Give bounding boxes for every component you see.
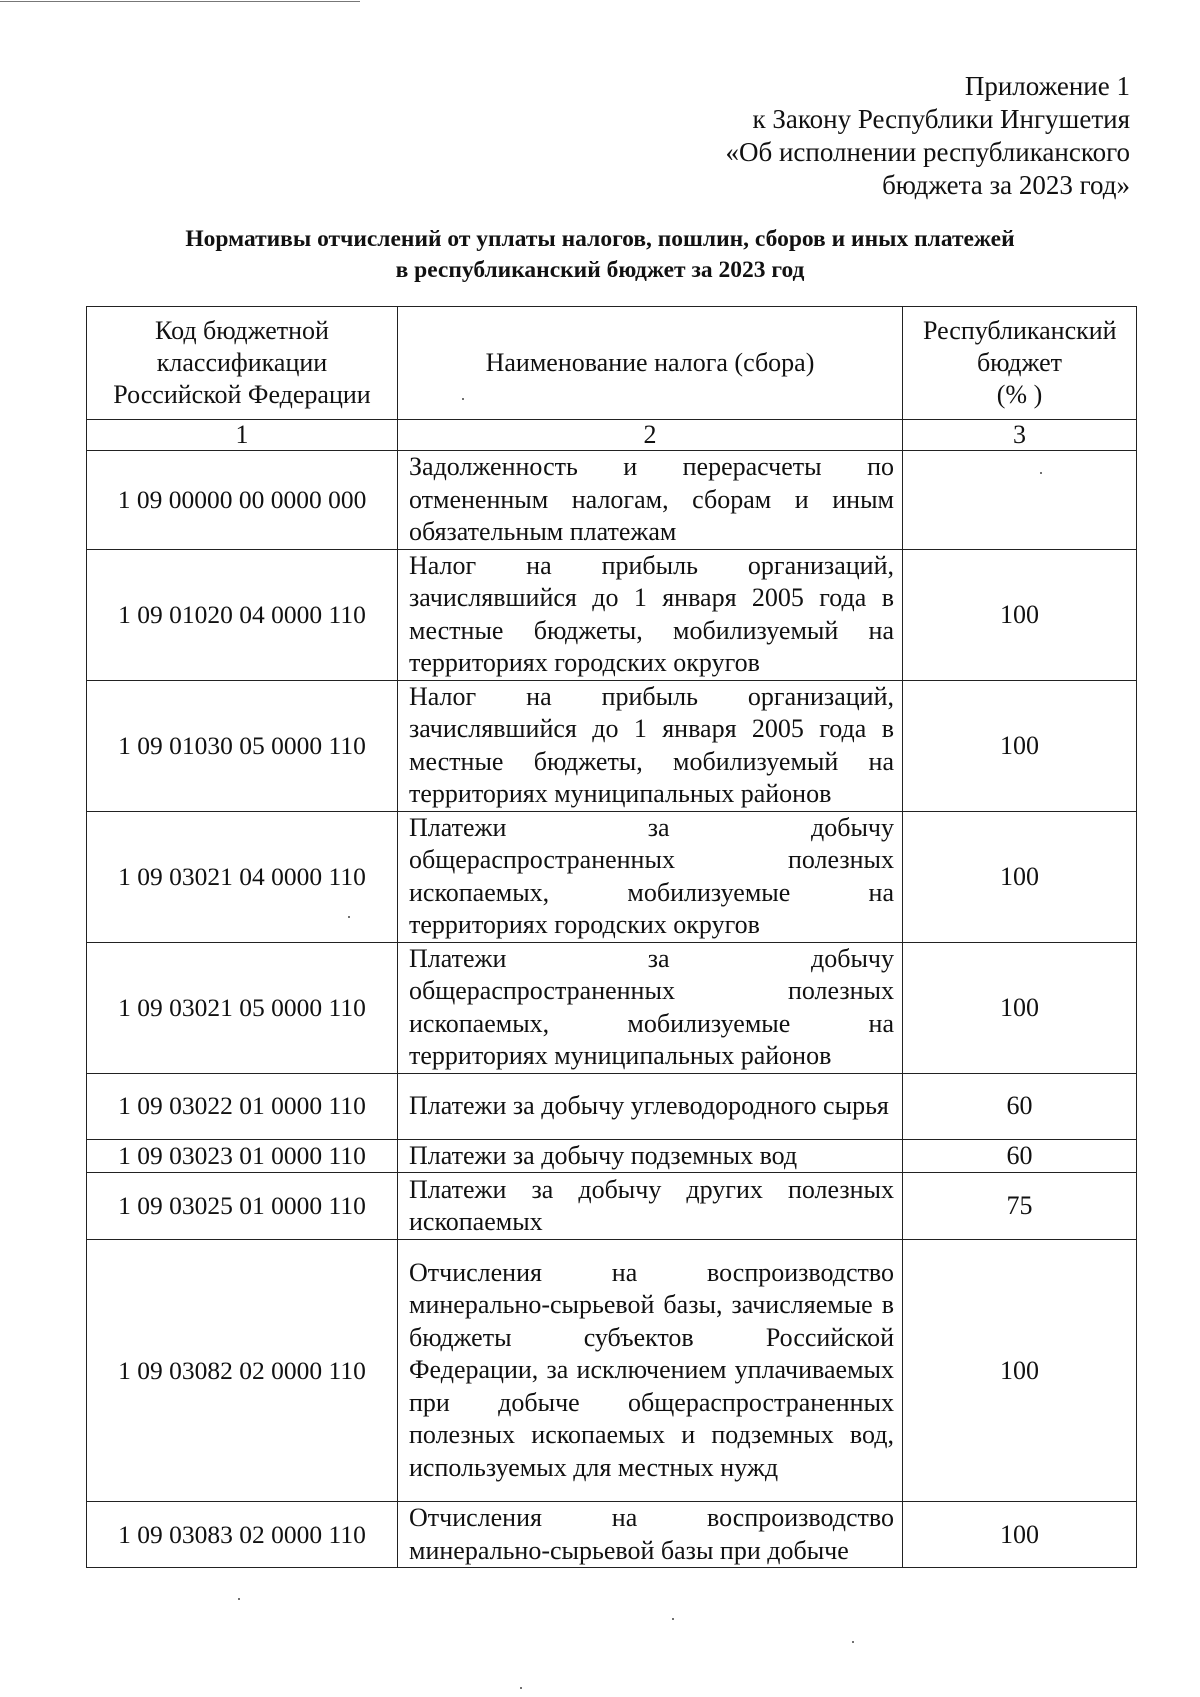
row-code: 1 09 03083 02 0000 110 xyxy=(87,1502,398,1568)
document-title-line: Нормативы отчислений от уплаты налогов, пошлин, сборов и иных платежей xyxy=(185,226,1015,252)
document-title xyxy=(80,224,1120,286)
row-name: Отчисления на воспроизводство минерально-сырьевой базы, зачисляемые в бюджеты субъектов Российской Федерации, за исключением уплачиваемых при добыче общераспространенных полезных ископаемых и подземных вод, используемых для местных нужд xyxy=(398,1240,903,1502)
row-code: 1 09 03021 05 0000 110 xyxy=(87,942,398,1073)
table-row xyxy=(87,1240,1137,1502)
table-row xyxy=(87,1173,1137,1240)
row-name: Платежи за добычу других полезных ископаемых xyxy=(398,1173,903,1240)
row-code: 1 09 03022 01 0000 110 xyxy=(87,1073,398,1139)
scan-speck xyxy=(520,1687,522,1689)
header-code xyxy=(87,307,398,420)
row-code: 1 09 03021 04 0000 110 xyxy=(87,811,398,942)
table-row xyxy=(87,451,1137,550)
table-row xyxy=(87,811,1137,942)
appendix-line: бюджета за 2023 год» xyxy=(882,170,1130,200)
row-percent: 100 xyxy=(903,1502,1137,1568)
column-number-row xyxy=(87,420,1137,451)
table-header-row xyxy=(87,307,1137,420)
row-code: 1 09 00000 00 0000 000 xyxy=(87,451,398,550)
header-percent-unit: (% ) xyxy=(996,380,1043,409)
table-row xyxy=(87,942,1137,1073)
row-name: Налог на прибыль организаций, зачислявшийся до 1 января 2005 года в местные бюджеты, мобилизуемый на территориях городских округов xyxy=(398,549,903,680)
header-percent-label: Республиканский бюджет xyxy=(923,316,1117,377)
table-row xyxy=(87,680,1137,811)
row-percent: 60 xyxy=(903,1073,1137,1139)
row-percent: 60 xyxy=(903,1139,1137,1173)
column-number: 2 xyxy=(398,420,903,451)
header-code-label: Код бюджетной классификации Российской Федерации xyxy=(113,316,371,409)
header-name-label: Наименование налога (сбора) xyxy=(485,348,815,377)
scan-speck xyxy=(348,916,350,918)
header-name xyxy=(398,307,903,420)
header-percent xyxy=(903,307,1137,420)
column-number: 3 xyxy=(903,420,1137,451)
row-name: Платежи за добычу общераспространенных полезных ископаемых, мобилизуемые на территориях муниципальных районов xyxy=(398,942,903,1073)
appendix-line: к Закону Республики Ингушетия xyxy=(752,104,1130,134)
row-name: Платежи за добычу подземных вод xyxy=(398,1139,903,1173)
appendix-line: Приложение 1 xyxy=(964,71,1130,101)
row-percent: 100 xyxy=(903,549,1137,680)
scan-speck xyxy=(238,1598,240,1600)
row-name: Задолженность и перерасчеты по отмененным налогам, сборам и иным обязательным платежам xyxy=(398,451,903,550)
row-percent: 75 xyxy=(903,1173,1137,1240)
scan-speck xyxy=(672,1618,674,1620)
row-name: Платежи за добычу углеводородного сырья xyxy=(398,1073,903,1139)
row-code: 1 09 03082 02 0000 110 xyxy=(87,1240,398,1502)
scan-edge-line xyxy=(0,1,360,2)
appendix-line: «Об исполнении республиканского xyxy=(725,137,1130,167)
table-row xyxy=(87,1502,1137,1568)
row-percent xyxy=(903,451,1137,550)
row-name: Платежи за добычу общераспространенных полезных ископаемых, мобилизуемые на территориях городских округов xyxy=(398,811,903,942)
row-percent: 100 xyxy=(903,942,1137,1073)
scan-speck xyxy=(1040,472,1042,474)
row-percent: 100 xyxy=(903,811,1137,942)
row-code: 1 09 03023 01 0000 110 xyxy=(87,1139,398,1173)
table-row xyxy=(87,1073,1137,1139)
document-title-line: в республиканский бюджет за 2023 год xyxy=(395,257,805,283)
deduction-norms-table xyxy=(86,306,1137,1568)
row-name: Отчисления на воспроизводство минерально-сырьевой базы при добыче xyxy=(398,1502,903,1568)
row-code: 1 09 01020 04 0000 110 xyxy=(87,549,398,680)
row-percent: 100 xyxy=(903,1240,1137,1502)
row-code: 1 09 01030 05 0000 110 xyxy=(87,680,398,811)
scan-speck xyxy=(852,1641,854,1643)
table-row xyxy=(87,1139,1137,1173)
row-code: 1 09 03025 01 0000 110 xyxy=(87,1173,398,1240)
row-name: Налог на прибыль организаций, зачислявшийся до 1 января 2005 года в местные бюджеты, мобилизуемый на территориях муниципальных районов xyxy=(398,680,903,811)
appendix-header xyxy=(725,70,1130,202)
column-number: 1 xyxy=(87,420,398,451)
table-row xyxy=(87,549,1137,680)
row-percent: 100 xyxy=(903,680,1137,811)
scan-speck xyxy=(462,398,464,400)
